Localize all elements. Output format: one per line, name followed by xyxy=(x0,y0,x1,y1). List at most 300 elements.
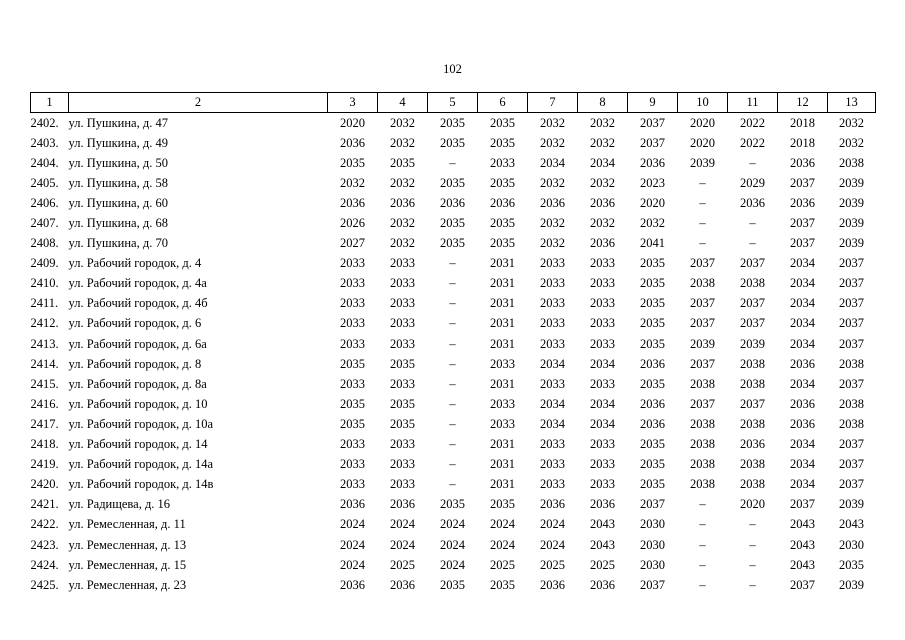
year-cell: 2035 xyxy=(490,115,515,130)
year-cell: 2033 xyxy=(340,316,365,331)
year-cell: 2032 xyxy=(640,216,665,231)
address-cell: ул. Рабочий городок, д. 8а xyxy=(68,376,207,391)
year-cell: 2032 xyxy=(590,175,615,190)
year-cell: 2031 xyxy=(490,437,515,452)
table-body xyxy=(31,113,876,596)
address-cell: ул. Рабочий городок, д. 4 xyxy=(68,256,202,271)
table-row xyxy=(31,575,876,595)
year-cell: 2032 xyxy=(390,115,415,130)
year-cell: 2038 xyxy=(690,457,715,472)
address-cell: ул. Пушкина, д. 60 xyxy=(68,195,168,210)
year-cell: 2033 xyxy=(340,457,365,472)
year-cell: 2030 xyxy=(640,517,665,532)
row-number: 2415. xyxy=(30,376,59,391)
address-cell: ул. Пушкина, д. 49 xyxy=(68,135,168,150)
year-cell: 2035 xyxy=(640,376,665,391)
column-header: 11 xyxy=(728,93,778,113)
table-row xyxy=(31,515,876,535)
year-cell: 2033 xyxy=(590,376,615,391)
year-cell: – xyxy=(449,256,456,271)
page-number: 102 xyxy=(443,62,462,76)
year-cell: 2033 xyxy=(390,256,415,271)
table-row xyxy=(31,213,876,233)
year-cell: – xyxy=(749,236,756,251)
year-cell: 2036 xyxy=(440,195,465,210)
year-cell: 2034 xyxy=(540,416,565,431)
year-cell: 2037 xyxy=(690,316,715,331)
year-cell: 2037 xyxy=(690,396,715,411)
year-cell: 2036 xyxy=(740,195,765,210)
year-cell: – xyxy=(449,356,456,371)
year-cell: 2024 xyxy=(390,517,415,532)
column-header: 13 xyxy=(828,93,876,113)
year-cell: 2035 xyxy=(390,356,415,371)
year-cell: – xyxy=(699,517,706,532)
address-cell: ул. Ремесленная, д. 13 xyxy=(68,537,187,552)
year-cell: 2032 xyxy=(839,115,864,130)
year-cell: – xyxy=(449,155,456,170)
year-cell: 2033 xyxy=(540,336,565,351)
year-cell: 2034 xyxy=(790,336,815,351)
year-cell: 2034 xyxy=(790,296,815,311)
year-cell: 2034 xyxy=(590,356,615,371)
year-cell: 2035 xyxy=(640,256,665,271)
year-cell: 2033 xyxy=(490,396,515,411)
year-cell: 2035 xyxy=(440,175,465,190)
year-cell: 2039 xyxy=(839,195,864,210)
year-cell: 2035 xyxy=(340,155,365,170)
address-cell: ул. Рабочий городок, д. 4б xyxy=(68,296,208,311)
year-cell: 2033 xyxy=(340,276,365,291)
year-cell: 2035 xyxy=(640,316,665,331)
table-header xyxy=(31,93,876,113)
year-cell: 2037 xyxy=(790,236,815,251)
year-cell: 2037 xyxy=(740,256,765,271)
year-cell: 2020 xyxy=(640,195,665,210)
year-cell: 2034 xyxy=(590,155,615,170)
year-cell: – xyxy=(449,296,456,311)
row-number: 2425. xyxy=(30,577,59,592)
row-number: 2422. xyxy=(30,517,59,532)
year-cell: 2037 xyxy=(839,276,864,291)
year-cell: 2031 xyxy=(490,477,515,492)
year-cell: 2031 xyxy=(490,336,515,351)
year-cell: 2035 xyxy=(490,175,515,190)
year-cell: 2035 xyxy=(640,276,665,291)
row-number: 2424. xyxy=(30,557,59,572)
year-cell: – xyxy=(449,416,456,431)
year-cell: 2020 xyxy=(740,497,765,512)
schedule-table xyxy=(30,92,876,595)
year-cell: 2033 xyxy=(540,477,565,492)
year-cell: 2036 xyxy=(540,577,565,592)
table-row xyxy=(31,475,876,495)
address-cell: ул. Пушкина, д. 47 xyxy=(68,115,168,130)
row-number: 2409. xyxy=(30,256,59,271)
year-cell: 2033 xyxy=(540,457,565,472)
year-cell: 2033 xyxy=(540,256,565,271)
row-number: 2405. xyxy=(30,175,59,190)
year-cell: 2034 xyxy=(790,316,815,331)
year-cell: 2025 xyxy=(390,557,415,572)
table-row xyxy=(31,374,876,394)
address-cell: ул. Ремесленная, д. 15 xyxy=(68,557,187,572)
column-header: 5 xyxy=(428,93,478,113)
row-number: 2403. xyxy=(30,135,59,150)
year-cell: 2024 xyxy=(440,517,465,532)
year-cell: 2035 xyxy=(440,497,465,512)
row-number: 2418. xyxy=(30,437,59,452)
year-cell: 2036 xyxy=(340,577,365,592)
address-cell: ул. Пушкина, д. 58 xyxy=(68,175,168,190)
year-cell: 2024 xyxy=(490,517,515,532)
year-cell: 2037 xyxy=(640,135,665,150)
year-cell: 2033 xyxy=(340,437,365,452)
table-row xyxy=(31,153,876,173)
table-row xyxy=(31,113,876,134)
table-row xyxy=(31,495,876,515)
year-cell: 2038 xyxy=(839,356,864,371)
year-cell: 2020 xyxy=(340,115,365,130)
year-cell: 2037 xyxy=(839,376,864,391)
year-cell: 2041 xyxy=(640,236,665,251)
year-cell: 2035 xyxy=(390,416,415,431)
year-cell: – xyxy=(699,195,706,210)
year-cell: – xyxy=(699,497,706,512)
year-cell: 2036 xyxy=(790,155,815,170)
year-cell: 2037 xyxy=(839,296,864,311)
year-cell: 2039 xyxy=(839,175,864,190)
year-cell: 2038 xyxy=(690,416,715,431)
year-cell: 2038 xyxy=(690,437,715,452)
year-cell: 2030 xyxy=(640,537,665,552)
year-cell: 2038 xyxy=(740,356,765,371)
year-cell: 2031 xyxy=(490,256,515,271)
year-cell: 2037 xyxy=(740,396,765,411)
year-cell: 2033 xyxy=(590,296,615,311)
year-cell: 2035 xyxy=(440,236,465,251)
row-number: 2421. xyxy=(30,497,59,512)
year-cell: 2025 xyxy=(590,557,615,572)
year-cell: 2033 xyxy=(390,376,415,391)
year-cell: 2037 xyxy=(839,477,864,492)
year-cell: 2034 xyxy=(540,356,565,371)
table-row xyxy=(31,193,876,213)
address-cell: ул. Рабочий городок, д. 8 xyxy=(68,356,202,371)
year-cell: 2036 xyxy=(340,497,365,512)
year-cell: – xyxy=(749,155,756,170)
year-cell: – xyxy=(749,216,756,231)
year-cell: 2033 xyxy=(340,376,365,391)
year-cell: 2035 xyxy=(390,155,415,170)
year-cell: 2038 xyxy=(690,376,715,391)
address-cell: ул. Радищева, д. 16 xyxy=(68,497,171,512)
year-cell: 2031 xyxy=(490,376,515,391)
table-row xyxy=(31,314,876,334)
year-cell: 2035 xyxy=(490,216,515,231)
table-row xyxy=(31,294,876,314)
year-cell: 2036 xyxy=(390,195,415,210)
year-cell: 2033 xyxy=(590,336,615,351)
year-cell: 2037 xyxy=(790,175,815,190)
row-number: 2404. xyxy=(30,155,59,170)
year-cell: 2039 xyxy=(839,216,864,231)
year-cell: – xyxy=(449,396,456,411)
year-cell: 2033 xyxy=(490,155,515,170)
year-cell: 2034 xyxy=(790,457,815,472)
year-cell: 2043 xyxy=(590,517,615,532)
year-cell: 2033 xyxy=(340,477,365,492)
year-cell: 2035 xyxy=(640,437,665,452)
year-cell: 2033 xyxy=(390,437,415,452)
year-cell: 2038 xyxy=(690,477,715,492)
row-number: 2407. xyxy=(30,216,59,231)
table-row xyxy=(31,254,876,274)
column-header: 3 xyxy=(328,93,378,113)
year-cell: 2031 xyxy=(490,316,515,331)
year-cell: 2032 xyxy=(590,115,615,130)
year-cell: – xyxy=(699,175,706,190)
column-header: 1 xyxy=(31,93,69,113)
year-cell: 2037 xyxy=(790,497,815,512)
year-cell: – xyxy=(699,216,706,231)
year-cell: 2033 xyxy=(340,336,365,351)
year-cell: 2025 xyxy=(490,557,515,572)
row-number: 2412. xyxy=(30,316,59,331)
year-cell: 2022 xyxy=(740,115,765,130)
year-cell: 2024 xyxy=(490,537,515,552)
year-cell: 2038 xyxy=(740,477,765,492)
address-cell: ул. Рабочий городок, д. 10а xyxy=(68,416,214,431)
year-cell: 2033 xyxy=(540,376,565,391)
year-cell: 2043 xyxy=(590,537,615,552)
row-number: 2419. xyxy=(30,457,59,472)
year-cell: 2035 xyxy=(440,115,465,130)
year-cell: 2036 xyxy=(590,577,615,592)
address-cell: ул. Рабочий городок, д. 14 xyxy=(68,437,208,452)
year-cell: 2027 xyxy=(340,236,365,251)
year-cell: 2036 xyxy=(590,497,615,512)
column-header: 9 xyxy=(628,93,678,113)
table-row xyxy=(31,455,876,475)
year-cell: 2032 xyxy=(590,216,615,231)
year-cell: 2035 xyxy=(839,557,864,572)
year-cell: 2036 xyxy=(390,497,415,512)
year-cell: 2033 xyxy=(490,356,515,371)
year-cell: 2035 xyxy=(440,216,465,231)
year-cell: 2033 xyxy=(590,256,615,271)
year-cell: 2037 xyxy=(839,336,864,351)
year-cell: 2024 xyxy=(440,537,465,552)
year-cell: 2033 xyxy=(540,296,565,311)
year-cell: 2035 xyxy=(640,296,665,311)
year-cell: 2034 xyxy=(790,437,815,452)
row-number: 2416. xyxy=(30,396,59,411)
year-cell: – xyxy=(699,557,706,572)
year-cell: 2037 xyxy=(740,296,765,311)
year-cell: 2032 xyxy=(390,135,415,150)
year-cell: 2034 xyxy=(790,276,815,291)
year-cell: 2034 xyxy=(790,376,815,391)
year-cell: 2035 xyxy=(490,497,515,512)
year-cell: 2020 xyxy=(690,115,715,130)
year-cell: 2038 xyxy=(839,155,864,170)
year-cell: 2039 xyxy=(740,336,765,351)
year-cell: 2034 xyxy=(590,416,615,431)
year-cell: 2043 xyxy=(790,557,815,572)
year-cell: 2033 xyxy=(390,336,415,351)
year-cell: 2036 xyxy=(540,497,565,512)
year-cell: 2035 xyxy=(490,577,515,592)
year-cell: 2037 xyxy=(690,256,715,271)
year-cell: 2036 xyxy=(340,195,365,210)
year-cell: 2033 xyxy=(540,437,565,452)
year-cell: 2036 xyxy=(640,396,665,411)
year-cell: – xyxy=(449,376,456,391)
year-cell: 2032 xyxy=(390,216,415,231)
year-cell: 2036 xyxy=(340,135,365,150)
year-cell: 2035 xyxy=(640,457,665,472)
year-cell: 2038 xyxy=(740,416,765,431)
year-cell: 2033 xyxy=(390,316,415,331)
year-cell: – xyxy=(699,577,706,592)
year-cell: 2032 xyxy=(390,236,415,251)
year-cell: 2038 xyxy=(740,457,765,472)
year-cell: 2032 xyxy=(540,236,565,251)
column-header: 8 xyxy=(578,93,628,113)
year-cell: 2036 xyxy=(490,195,515,210)
year-cell: 2022 xyxy=(740,135,765,150)
header-row xyxy=(31,93,876,113)
year-cell: – xyxy=(449,477,456,492)
year-cell: 2043 xyxy=(790,517,815,532)
year-cell: – xyxy=(449,316,456,331)
address-cell: ул. Рабочий городок, д. 6а xyxy=(68,336,207,351)
year-cell: 2035 xyxy=(340,416,365,431)
table-row xyxy=(31,234,876,254)
year-cell: 2032 xyxy=(540,135,565,150)
year-cell: 2036 xyxy=(640,416,665,431)
table-row xyxy=(31,555,876,575)
address-cell: ул. Рабочий городок, д. 14в xyxy=(68,477,214,492)
column-header: 6 xyxy=(478,93,528,113)
year-cell: 2032 xyxy=(590,135,615,150)
table-row xyxy=(31,334,876,354)
year-cell: 2038 xyxy=(740,376,765,391)
row-number: 2420. xyxy=(30,477,59,492)
year-cell: 2033 xyxy=(490,416,515,431)
year-cell: 2035 xyxy=(640,336,665,351)
year-cell: 2035 xyxy=(440,577,465,592)
year-cell: – xyxy=(449,437,456,452)
column-header: 12 xyxy=(778,93,828,113)
year-cell: 2033 xyxy=(590,457,615,472)
year-cell: 2037 xyxy=(839,457,864,472)
year-cell: 2032 xyxy=(540,115,565,130)
year-cell: 2035 xyxy=(490,135,515,150)
year-cell: 2038 xyxy=(690,276,715,291)
year-cell: 2038 xyxy=(839,396,864,411)
year-cell: 2024 xyxy=(390,537,415,552)
address-cell: ул. Пушкина, д. 70 xyxy=(68,236,168,251)
year-cell: 2035 xyxy=(440,135,465,150)
year-cell: 2037 xyxy=(790,577,815,592)
year-cell: 2033 xyxy=(590,477,615,492)
year-cell: 2034 xyxy=(790,477,815,492)
year-cell: 2036 xyxy=(790,356,815,371)
year-cell: 2032 xyxy=(839,135,864,150)
column-header: 7 xyxy=(528,93,578,113)
table-row xyxy=(31,354,876,374)
year-cell: 2038 xyxy=(740,276,765,291)
year-cell: 2043 xyxy=(790,537,815,552)
year-cell: 2036 xyxy=(590,236,615,251)
year-cell: 2020 xyxy=(690,135,715,150)
table-row xyxy=(31,414,876,434)
year-cell: 2038 xyxy=(839,416,864,431)
year-cell: 2024 xyxy=(440,557,465,572)
address-cell: ул. Ремесленная, д. 11 xyxy=(68,517,186,532)
row-number: 2423. xyxy=(30,537,59,552)
address-cell: ул. Рабочий городок, д. 10 xyxy=(68,396,208,411)
table-row xyxy=(31,173,876,193)
address-cell: ул. Пушкина, д. 50 xyxy=(68,155,168,170)
year-cell: 2035 xyxy=(340,396,365,411)
column-header: 2 xyxy=(69,93,328,113)
year-cell: 2033 xyxy=(390,296,415,311)
row-number: 2411. xyxy=(30,296,59,311)
year-cell: 2031 xyxy=(490,276,515,291)
year-cell: 2035 xyxy=(390,396,415,411)
year-cell: 2039 xyxy=(839,236,864,251)
year-cell: 2037 xyxy=(839,256,864,271)
row-number: 2406. xyxy=(30,195,59,210)
year-cell: 2030 xyxy=(640,557,665,572)
row-number: 2402. xyxy=(30,115,59,130)
year-cell: 2037 xyxy=(839,437,864,452)
year-cell: 2036 xyxy=(790,195,815,210)
table-row xyxy=(31,394,876,414)
address-cell: ул. Рабочий городок, д. 14а xyxy=(68,457,214,472)
year-cell: 2039 xyxy=(839,497,864,512)
year-cell: – xyxy=(699,537,706,552)
year-cell: 2034 xyxy=(540,155,565,170)
table-row xyxy=(31,535,876,555)
year-cell: 2043 xyxy=(839,517,864,532)
year-cell: 2037 xyxy=(790,216,815,231)
year-cell: 2034 xyxy=(590,396,615,411)
year-cell: 2033 xyxy=(340,256,365,271)
year-cell: 2037 xyxy=(839,316,864,331)
year-cell: 2031 xyxy=(490,457,515,472)
address-cell: ул. Ремесленная, д. 23 xyxy=(68,577,187,592)
year-cell: 2033 xyxy=(340,296,365,311)
year-cell: 2037 xyxy=(640,115,665,130)
year-cell: 2033 xyxy=(590,276,615,291)
address-cell: ул. Пушкина, д. 68 xyxy=(68,216,168,231)
column-header: 4 xyxy=(378,93,428,113)
year-cell: 2029 xyxy=(740,175,765,190)
row-number: 2408. xyxy=(30,236,59,251)
year-cell: – xyxy=(449,457,456,472)
year-cell: 2033 xyxy=(540,276,565,291)
year-cell: 2033 xyxy=(390,276,415,291)
year-cell: 2036 xyxy=(390,577,415,592)
year-cell: 2035 xyxy=(490,236,515,251)
year-cell: 2037 xyxy=(640,497,665,512)
table-row xyxy=(31,435,876,455)
year-cell: 2037 xyxy=(690,356,715,371)
